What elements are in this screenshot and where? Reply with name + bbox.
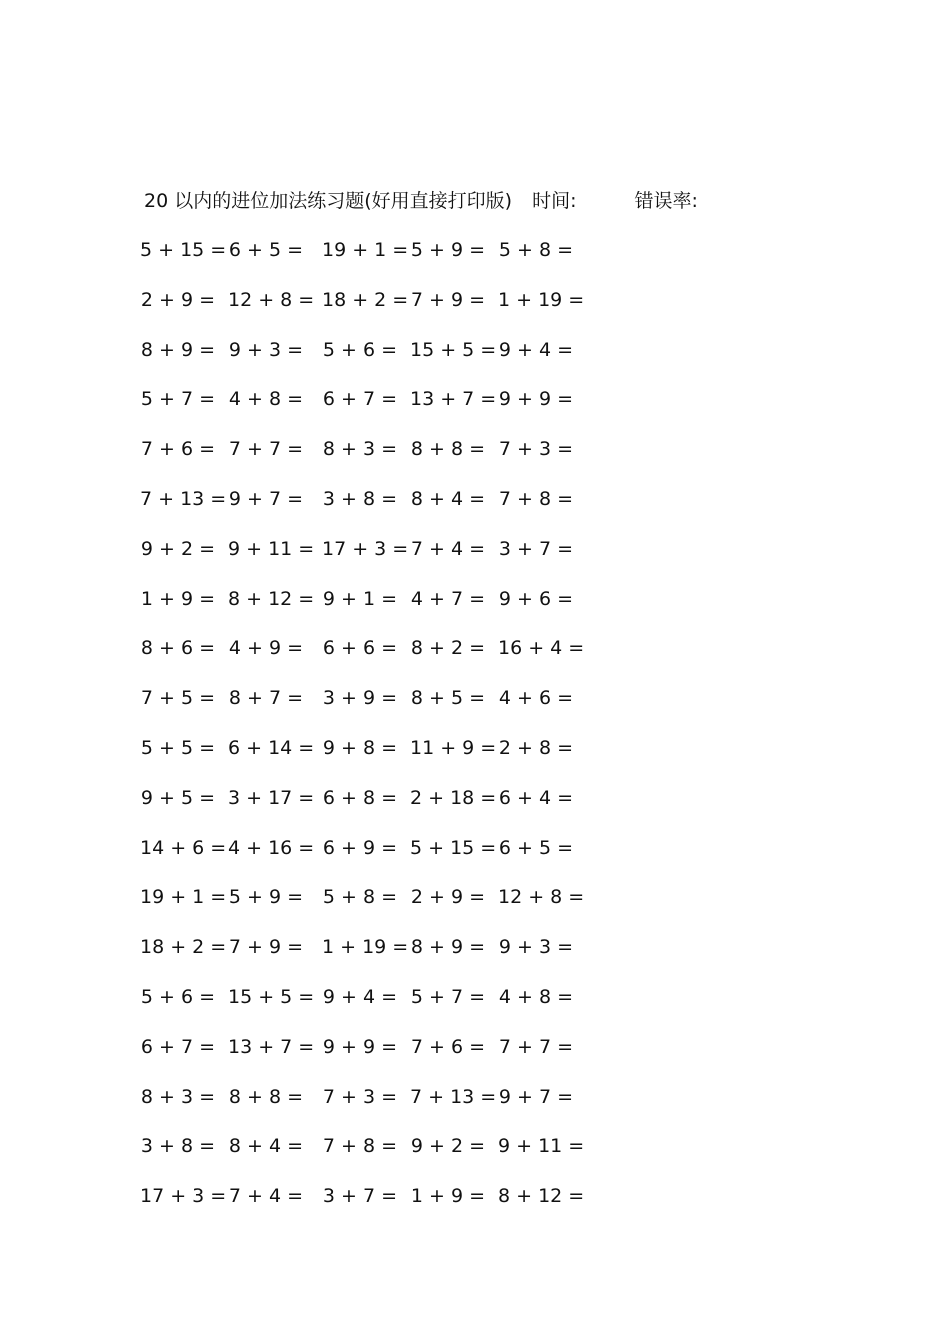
addition-problem: 5 + 9 = bbox=[410, 239, 486, 261]
addition-problem: 9 + 1 = bbox=[322, 587, 398, 610]
addition-problem: 15 + 5 = bbox=[228, 985, 315, 1008]
addition-problem: 7 + 5 = bbox=[140, 687, 216, 710]
problem-row bbox=[140, 828, 604, 878]
addition-problem: 9 + 3 = bbox=[228, 338, 304, 361]
problem-row bbox=[140, 429, 604, 479]
addition-problem: 7 + 3 = bbox=[498, 438, 574, 461]
addition-problem: 7 + 13 = bbox=[140, 487, 227, 510]
addition-problem: 7 + 9 = bbox=[228, 936, 304, 959]
time-label: 时间: bbox=[532, 190, 577, 212]
problem-row bbox=[140, 479, 604, 529]
addition-problem: 7 + 4 = bbox=[228, 1185, 304, 1208]
problem-row bbox=[140, 579, 604, 629]
addition-problem: 5 + 9 = bbox=[228, 886, 304, 909]
addition-problem: 9 + 4 = bbox=[498, 338, 574, 361]
addition-problem: 8 + 3 = bbox=[140, 1085, 216, 1108]
addition-problem: 5 + 6 = bbox=[322, 338, 398, 361]
addition-problem: 9 + 3 = bbox=[498, 936, 574, 959]
error-rate-label: 错误率: bbox=[634, 190, 698, 212]
addition-problem: 5 + 7 = bbox=[140, 388, 216, 411]
addition-problem: 6 + 7 = bbox=[140, 1035, 216, 1058]
problem-row bbox=[140, 778, 604, 828]
addition-problem: 2 + 9 = bbox=[410, 886, 486, 909]
addition-problem: 6 + 7 = bbox=[322, 388, 398, 411]
addition-problem: 7 + 3 = bbox=[322, 1085, 398, 1108]
addition-problem: 7 + 6 = bbox=[410, 1035, 486, 1058]
addition-problem: 7 + 7 = bbox=[498, 1035, 574, 1058]
addition-problem: 18 + 2 = bbox=[140, 936, 227, 959]
problem-row bbox=[140, 877, 604, 927]
addition-problem: 2 + 18 = bbox=[410, 786, 497, 809]
problem-row bbox=[140, 379, 604, 429]
problem-row bbox=[140, 977, 604, 1027]
addition-problem: 3 + 8 = bbox=[140, 1135, 216, 1158]
addition-problem: 7 + 6 = bbox=[140, 438, 216, 461]
addition-problem: 12 + 8 = bbox=[228, 288, 315, 311]
addition-problem: 6 + 9 = bbox=[322, 836, 398, 859]
addition-problem: 9 + 6 = bbox=[498, 587, 574, 610]
addition-problem: 18 + 2 = bbox=[322, 288, 409, 311]
addition-problem: 2 + 9 = bbox=[140, 288, 216, 311]
problem-row bbox=[140, 1176, 604, 1226]
addition-problem: 9 + 4 = bbox=[322, 985, 398, 1008]
addition-problem: 8 + 5 = bbox=[410, 687, 486, 710]
addition-problem: 9 + 9 = bbox=[322, 1035, 398, 1058]
addition-problem: 3 + 17 = bbox=[228, 786, 315, 809]
addition-problem: 13 + 7 = bbox=[410, 388, 497, 411]
addition-problem: 8 + 12 = bbox=[498, 1185, 585, 1208]
problem-row bbox=[140, 280, 604, 330]
addition-problem: 8 + 7 = bbox=[228, 687, 304, 710]
addition-problem: 16 + 4 = bbox=[498, 637, 585, 660]
addition-problem: 17 + 3 = bbox=[322, 537, 409, 560]
addition-problem: 7 + 7 = bbox=[228, 438, 304, 461]
problem-row bbox=[140, 728, 604, 778]
addition-problem: 7 + 13 = bbox=[410, 1085, 497, 1108]
addition-problem: 8 + 6 = bbox=[140, 637, 216, 660]
addition-problem: 7 + 8 = bbox=[498, 487, 574, 510]
addition-problem: 8 + 8 = bbox=[228, 1085, 304, 1108]
addition-problem: 9 + 8 = bbox=[322, 736, 398, 759]
addition-problem: 2 + 8 = bbox=[498, 736, 574, 759]
addition-problem: 1 + 9 = bbox=[410, 1185, 486, 1208]
addition-problem: 4 + 7 = bbox=[410, 587, 486, 610]
addition-problem: 5 + 6 = bbox=[140, 985, 216, 1008]
worksheet-header bbox=[144, 186, 698, 216]
addition-problem: 3 + 8 = bbox=[322, 487, 398, 510]
addition-problem: 9 + 5 = bbox=[140, 786, 216, 809]
addition-problem: 12 + 8 = bbox=[498, 886, 585, 909]
addition-problem: 14 + 6 = bbox=[140, 836, 227, 859]
addition-problem: 9 + 2 = bbox=[140, 537, 216, 560]
problem-row bbox=[140, 1126, 604, 1176]
addition-problem: 9 + 11 = bbox=[498, 1135, 585, 1158]
addition-problem: 6 + 8 = bbox=[322, 786, 398, 809]
addition-problem: 8 + 9 = bbox=[140, 338, 216, 361]
problem-row bbox=[140, 628, 604, 678]
problem-row bbox=[140, 678, 604, 728]
addition-problem: 15 + 5 = bbox=[410, 338, 497, 361]
addition-problem: 4 + 9 = bbox=[228, 637, 304, 660]
addition-problem: 8 + 9 = bbox=[410, 936, 486, 959]
addition-problem: 4 + 6 = bbox=[498, 687, 574, 710]
addition-problem: 8 + 8 = bbox=[410, 438, 486, 461]
problem-row bbox=[140, 1027, 604, 1077]
addition-problem: 1 + 19 = bbox=[322, 936, 409, 959]
addition-problem: 9 + 7 = bbox=[498, 1085, 574, 1108]
addition-problem: 5 + 8 = bbox=[322, 886, 398, 909]
addition-problem: 9 + 7 = bbox=[228, 487, 304, 510]
addition-problem: 19 + 1 = bbox=[140, 886, 227, 909]
addition-problem: 6 + 6 = bbox=[322, 637, 398, 660]
problem-grid bbox=[140, 230, 604, 1226]
addition-problem: 19 + 1 = bbox=[322, 239, 409, 261]
problem-row bbox=[140, 529, 604, 579]
problem-row bbox=[140, 230, 604, 280]
addition-problem: 1 + 9 = bbox=[140, 587, 216, 610]
addition-problem: 9 + 11 = bbox=[228, 537, 315, 560]
addition-problem: 13 + 7 = bbox=[228, 1035, 315, 1058]
addition-problem: 5 + 15 = bbox=[410, 836, 497, 859]
addition-problem: 8 + 2 = bbox=[410, 637, 486, 660]
addition-problem: 5 + 15 = bbox=[140, 239, 227, 261]
addition-problem: 11 + 9 = bbox=[410, 736, 497, 759]
addition-problem: 3 + 9 = bbox=[322, 687, 398, 710]
addition-problem: 9 + 9 = bbox=[498, 388, 574, 411]
addition-problem: 6 + 4 = bbox=[498, 786, 574, 809]
addition-problem: 8 + 12 = bbox=[228, 587, 315, 610]
addition-problem: 5 + 7 = bbox=[410, 985, 486, 1008]
addition-problem: 8 + 3 = bbox=[322, 438, 398, 461]
addition-problem: 1 + 19 = bbox=[498, 288, 585, 311]
addition-problem: 5 + 5 = bbox=[140, 736, 216, 759]
worksheet-title: 20 以内的进位加法练习题(好用直接打印版) bbox=[144, 190, 513, 212]
addition-problem: 8 + 4 = bbox=[410, 487, 486, 510]
addition-problem: 4 + 8 = bbox=[228, 388, 304, 411]
addition-problem: 5 + 8 = bbox=[498, 239, 574, 261]
addition-problem: 4 + 8 = bbox=[498, 985, 574, 1008]
addition-problem: 4 + 16 = bbox=[228, 836, 315, 859]
addition-problem: 8 + 4 = bbox=[228, 1135, 304, 1158]
addition-problem: 17 + 3 = bbox=[140, 1185, 227, 1208]
addition-problem: 6 + 14 = bbox=[228, 736, 315, 759]
addition-problem: 3 + 7 = bbox=[498, 537, 574, 560]
problem-row bbox=[140, 330, 604, 380]
addition-problem: 3 + 7 = bbox=[322, 1185, 398, 1208]
addition-problem: 9 + 2 = bbox=[410, 1135, 486, 1158]
problem-row bbox=[140, 1077, 604, 1127]
addition-problem: 7 + 8 = bbox=[322, 1135, 398, 1158]
addition-problem: 6 + 5 = bbox=[498, 836, 574, 859]
addition-problem: 7 + 4 = bbox=[410, 537, 486, 560]
problem-row bbox=[140, 927, 604, 977]
addition-problem: 6 + 5 = bbox=[228, 239, 304, 261]
addition-problem: 7 + 9 = bbox=[410, 288, 486, 311]
